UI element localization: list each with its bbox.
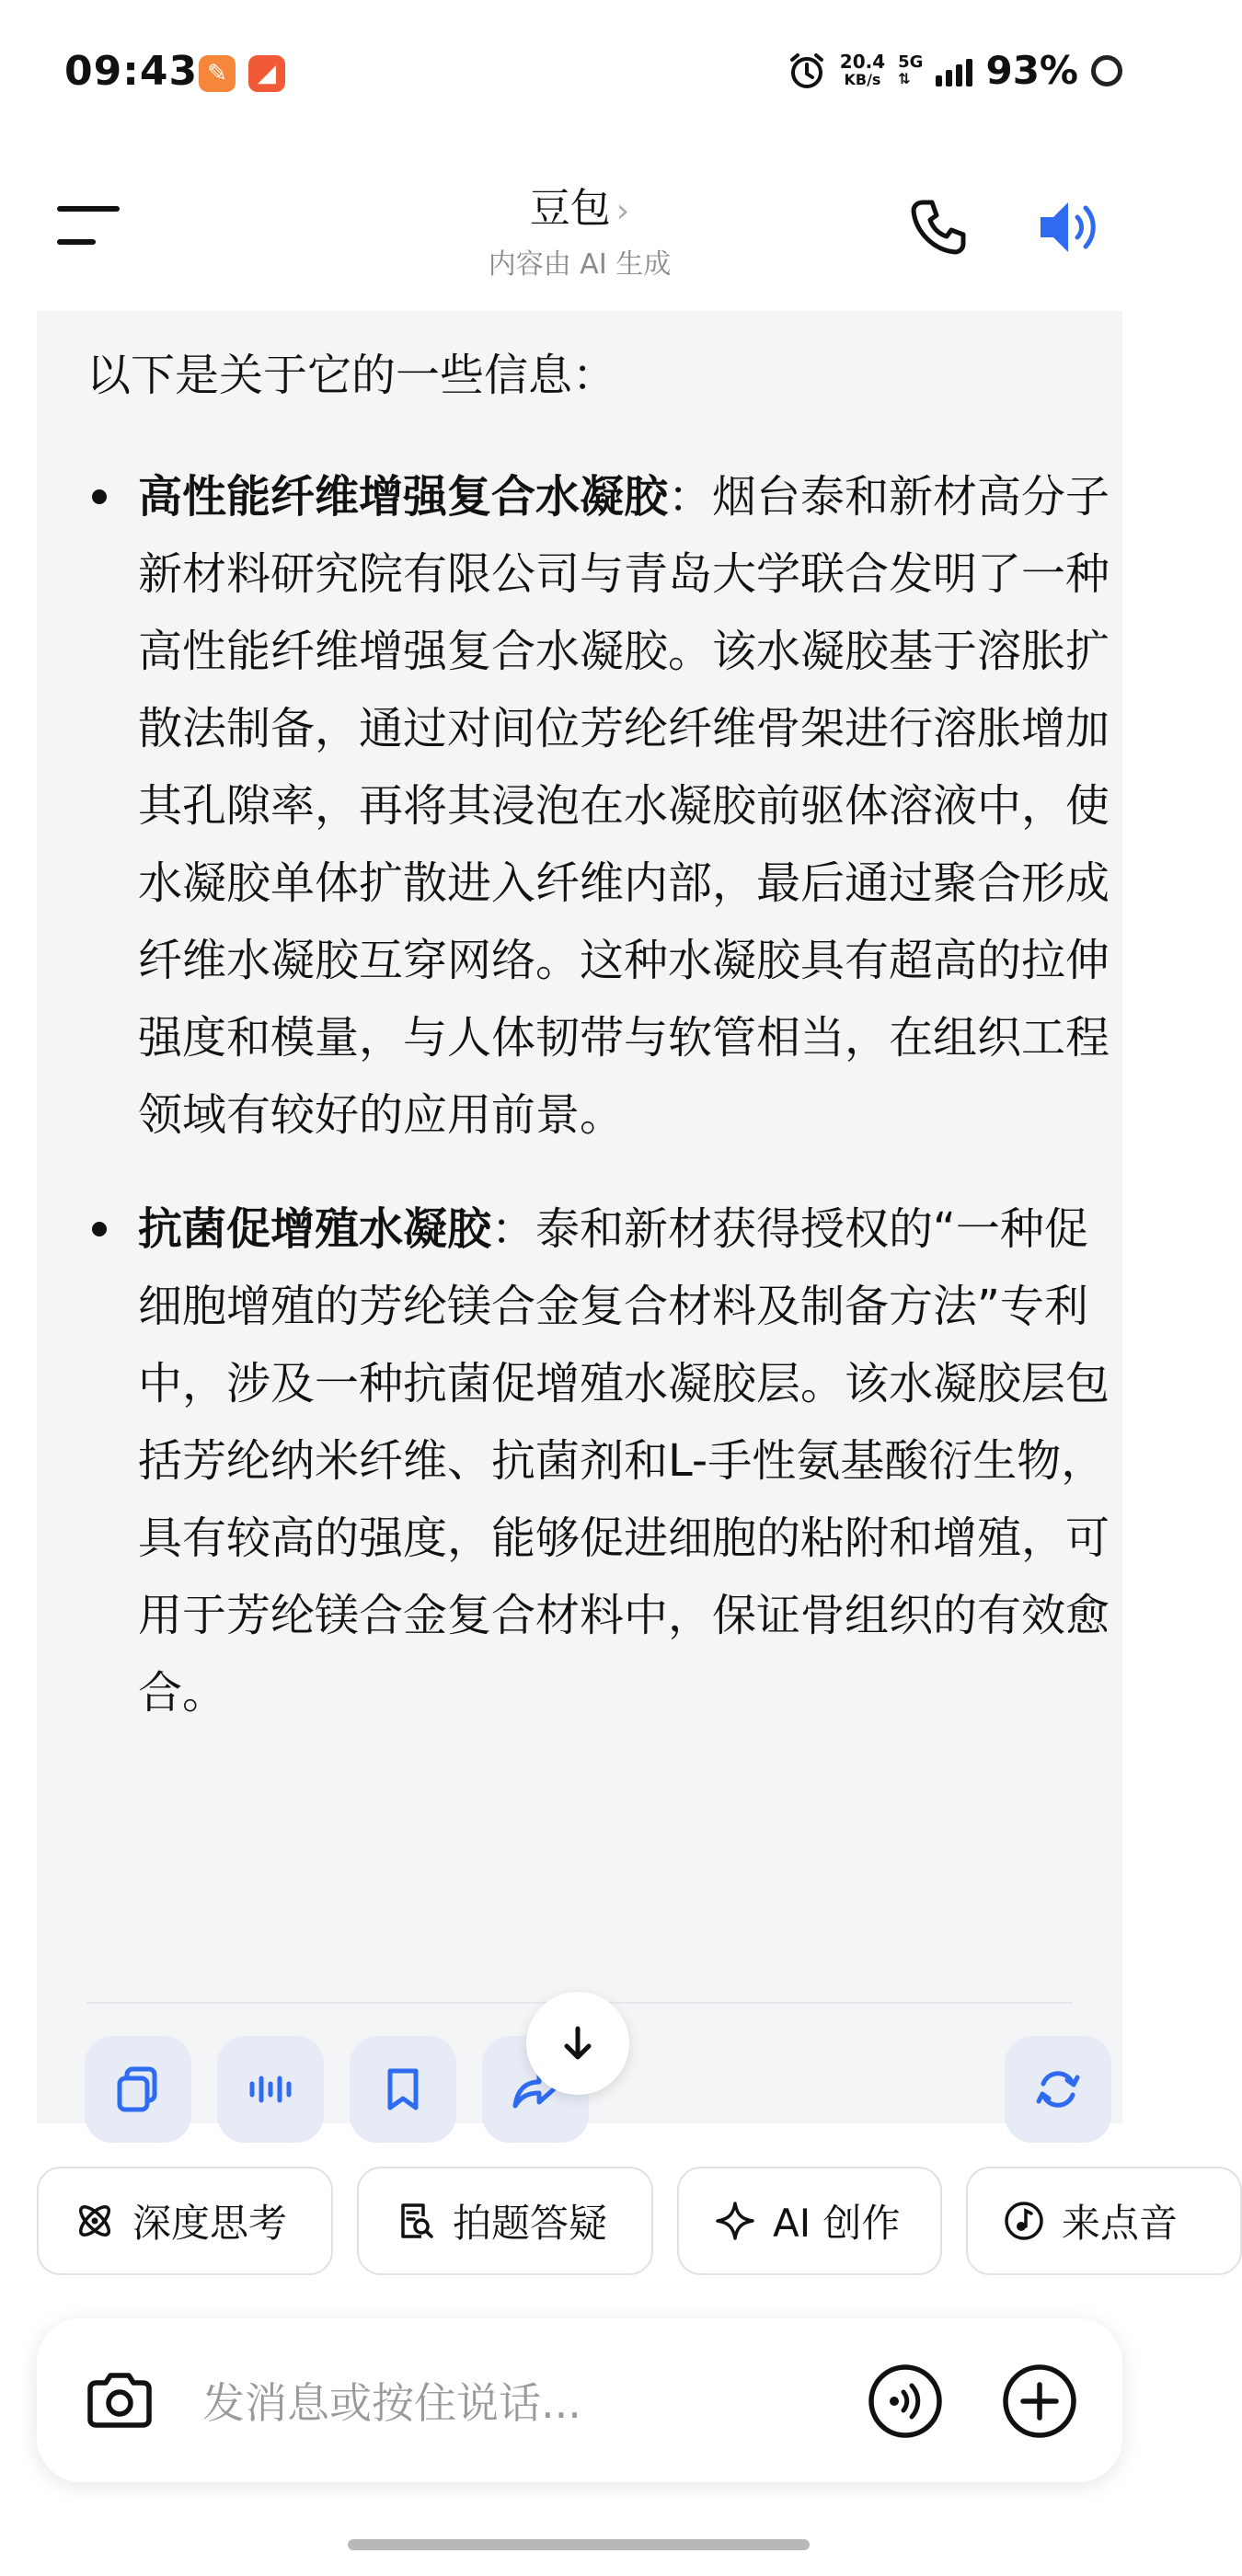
alarm-icon xyxy=(787,51,827,91)
network-type: 5G ⇅ xyxy=(898,52,924,87)
message-input-bar xyxy=(37,2318,1122,2482)
ai-message-card xyxy=(37,311,1122,2123)
music-icon xyxy=(1003,2200,1045,2242)
bookmark-icon xyxy=(377,2064,429,2115)
list-item xyxy=(86,1190,1117,1731)
chip-music[interactable] xyxy=(966,2167,1242,2275)
speaker-icon xyxy=(1035,195,1109,259)
network-speed: 20.4 KB/s xyxy=(839,50,886,88)
list-item xyxy=(86,458,1117,1154)
chip-deep-thinking[interactable] xyxy=(37,2167,333,2275)
chat-header xyxy=(0,147,1159,304)
bullet-text: ：泰和新材获得授权的“一种促细胞增殖的芳纶镁合金复合材料及制备方法”专利中，涉及一种抗菌促增殖水凝胶层。该水凝胶层包括芳纶纳米纤维、抗菌剂和L-手性氨基酸衍生物，具有较高的强度，能够促进细胞的粘附和增殖，可用于芳纶镁合金复合材料中，保证骨组织的有效愈合。 xyxy=(138,1203,1110,1719)
status-indicators xyxy=(787,48,1122,93)
chat-title-group[interactable] xyxy=(0,175,1159,282)
status-time: 09:43 xyxy=(64,48,199,95)
phone-icon xyxy=(906,195,971,259)
scroll-to-bottom-button[interactable] xyxy=(526,1992,629,2095)
chip-photo-question[interactable] xyxy=(357,2167,653,2275)
notification-app-icon-2: ◢ xyxy=(248,55,285,92)
notification-app-icon: ✎ xyxy=(199,55,236,92)
ai-generated-notice: 内容由 AI 生成 xyxy=(488,248,672,281)
signal-icon xyxy=(936,55,972,86)
message-intro: 以下是关于它的一些信息： xyxy=(86,350,617,401)
arrow-down-icon xyxy=(556,2021,600,2065)
status-bar xyxy=(0,0,1159,147)
message-input[interactable]: 发消息或按住说话... xyxy=(202,2378,581,2428)
suggestion-chips xyxy=(37,2167,1179,2279)
plus-icon xyxy=(1001,2363,1078,2440)
chip-label: 来点音 xyxy=(1062,2201,1179,2246)
chip-ai-create[interactable] xyxy=(677,2167,942,2275)
chat-title: 豆包 › xyxy=(529,185,630,232)
chip-label: 拍题答疑 xyxy=(453,2201,608,2246)
read-aloud-button[interactable] xyxy=(1035,195,1109,259)
bullet-title: 抗菌促增殖水凝胶 xyxy=(138,1203,492,1255)
home-indicator[interactable] xyxy=(348,2539,810,2550)
chip-label: 深度思考 xyxy=(132,2201,288,2246)
chevron-right-icon: › xyxy=(615,192,630,230)
doc-search-icon xyxy=(394,2200,436,2242)
regenerate-button[interactable] xyxy=(1005,2036,1111,2143)
voice-playback-button[interactable] xyxy=(217,2036,324,2143)
voice-wave-icon xyxy=(867,2363,944,2440)
refresh-icon xyxy=(1032,2064,1084,2115)
bullet-title: 高性能纤维增强复合水凝胶 xyxy=(138,471,669,523)
atom-icon xyxy=(74,2200,116,2242)
bookmark-button[interactable] xyxy=(350,2036,456,2143)
battery-icon xyxy=(1091,55,1122,86)
battery-percent: 93% xyxy=(985,48,1078,93)
copy-button[interactable] xyxy=(85,2036,191,2143)
voice-input-button[interactable] xyxy=(867,2363,944,2440)
chip-label: AI 创作 xyxy=(773,2201,901,2246)
message-bullet-list xyxy=(86,458,1117,1768)
bullet-text: ：烟台泰和新材高分子新材料研究院有限公司与青岛大学联合发明了一种高性能纤维增强复合水凝胶。该水凝胶基于溶胀扩散法制备，通过对间位芳纶纤维骨架进行溶胀增加其孔隙率，再将其浸泡在水凝胶前驱体溶液中，使水凝胶单体扩散进入纤维内部，最后通过聚合形成纤维水凝胶互穿网络。这种水凝胶具有超高的拉伸强度和模量，与人体韧带与软管相当，在组织工程领域有较好的应用前景。 xyxy=(138,471,1110,1141)
camera-button[interactable] xyxy=(81,2363,158,2440)
camera-icon xyxy=(81,2363,158,2440)
phone-call-button[interactable] xyxy=(906,195,971,259)
waveform-icon xyxy=(245,2064,296,2115)
sparkle-icon xyxy=(714,2200,756,2242)
copy-icon xyxy=(112,2064,164,2115)
add-attachment-button[interactable] xyxy=(1001,2363,1078,2440)
